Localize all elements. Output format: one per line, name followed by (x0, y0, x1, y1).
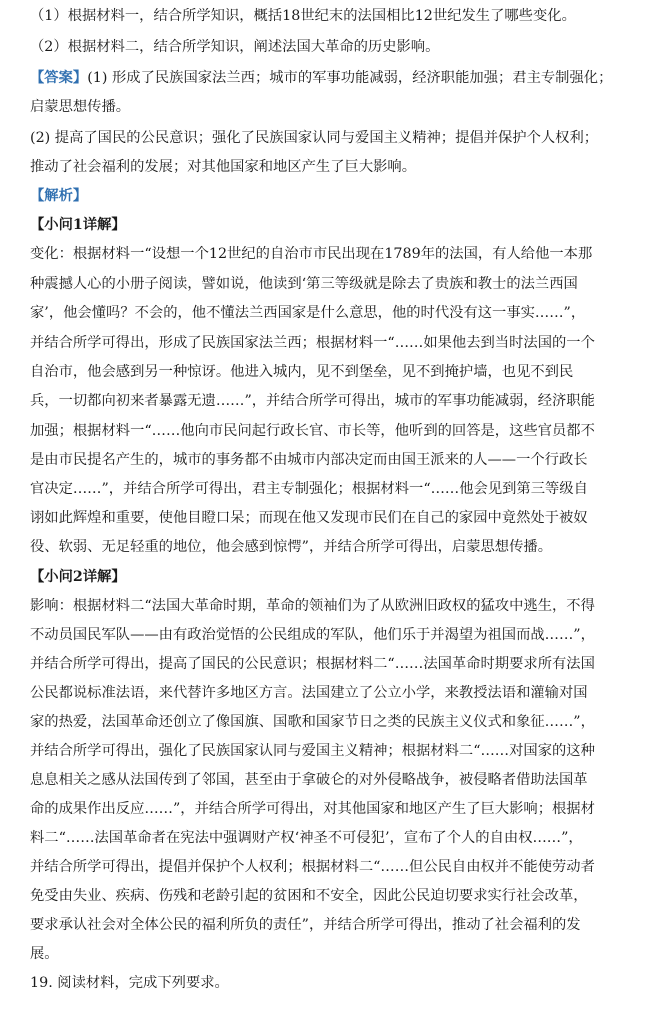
analysis-2-line: 并结合所学可得出，提高了国民的公民意识；根据材料二“……法国革命时期要求所有法国 (30, 656, 595, 672)
analysis-2-line: 家的热爱，法国革命还创立了像国旗、国歌和国家节日之类的民族主义仪式和象征……”， (30, 714, 595, 730)
question-2: （2）根据材料二，结合所学知识，阐述法国大革命的历史影响。 (30, 39, 440, 55)
analysis-2-line: 命的成果作出反应……”，并结合所学可得出，对其他国家和地区产生了巨大影响；根据材 (30, 801, 595, 817)
analysis-1-line: 变化：根据材料一“设想一个12世纪的自治市市民出现在1789年的法国，有人给他一本那 (30, 246, 593, 262)
analysis-2-line: 息息相关之感从法国传到了邻国，甚至由于拿破仑的对外侵略战争，被侵略者借助法国革 (30, 772, 588, 788)
analysis-2-line: 展。 (30, 946, 59, 962)
analysis-1-line: 自治市，他会感到另一种惊讶。他进入城内，见不到堡垒，见不到掩护墙，也见不到民 (30, 364, 574, 380)
answer-part2-line1: (2) 提高了国民的公民意识；强化了民族国家认同与爱国主义精神；提倡并保护个人权利； (30, 130, 599, 146)
answer-line-1 (30, 68, 612, 88)
analysis-2-line: 公民都说标准法语，来代替许多地区方言。法国建立了公立小学，来教授法语和灌输对国 (30, 685, 588, 701)
answer-part2-line2: 推动了社会福利的发展；对其他国家和地区产生了巨大影响。 (30, 159, 417, 175)
analysis-2-line: 料二“……法国革命者在宪法中强调财产权‘神圣不可侵犯’，宣布了个人的自由权……”， (30, 830, 583, 846)
answer-part1-line2: 启蒙思想传播。 (30, 99, 131, 115)
analysis-1-line: 种震撼人心的小册子阅读，譬如说，他读到‘第三等级就是除去了贵族和教士的法兰西国 (30, 276, 578, 292)
analysis-2-line: 要求承认社会对全体公民的福利所负的责任”，并结合所学可得出，推动了社会福利的发 (30, 917, 581, 933)
analysis-1-line: 官决定……”，并结合所学可得出，君主专制强化；根据材料一“……他会见到第三等级自 (30, 481, 588, 497)
analysis-1-line: 并结合所学可得出，形成了民族国家法兰西；根据材料一“……如果他去到当时法国的一个 (30, 335, 595, 351)
subquestion-2-heading: 【小问2详解】 (30, 569, 126, 585)
analysis-1-line: 役、软弱、无足轻重的地位，他会感到惊愕”，并结合所学可得出，启蒙思想传播。 (30, 539, 552, 555)
analysis-1-line: 家’，他会懂吗？不会的，他不懂法兰西国家是什么意思，他的时代没有这一事实……”， (30, 305, 586, 321)
subquestion-1-heading: 【小问1详解】 (30, 217, 126, 233)
answer-part1-line1: (1) 形成了民族国家法兰西；城市的军事功能减弱，经济职能加强；君主专制强化； (87, 70, 613, 86)
analysis-1-line: 是由市民提名产生的，城市的事务都不由城市内部决定而由国王派来的人——一个行政长 (30, 452, 588, 468)
analysis-2-line: 影响：根据材料二“法国大革命时期，革命的领袖们为了从欧洲旧政权的猛攻中逃生，不得 (30, 598, 595, 614)
analysis-2-line: 并结合所学可得出，强化了民族国家认同与爱国主义精神；根据材料二“……对国家的这种 (30, 743, 595, 759)
analysis-2-line: 免受由失业、疾病、伤残和老龄引起的贫困和不安全，因此公民迫切要求实行社会改革， (30, 888, 588, 904)
analysis-1-line: 加强；根据材料一“……他向市民问起行政长官、市长等，他听到的回答是，这些官员都不 (30, 423, 595, 439)
analysis-tag: 【解析】 (30, 188, 88, 204)
answer-tag: 【答案】 (30, 70, 88, 86)
analysis-1-line: 诩如此辉煌和重要，使他目瞪口呆；而现在他又发现市民们在自己的家园中竟然处于被奴 (30, 510, 588, 526)
analysis-2-line: 不动员国民军队——由有政治觉悟的公民组成的军队，他们乐于并渴望为祖国而战……”， (30, 627, 595, 643)
analysis-2-line: 并结合所学可得出，提倡并保护个人权利；根据材料二“……但公民自由权并不能使劳动者 (30, 859, 595, 875)
analysis-1-line: 兵，一切都向初来者暴露无遗……”，并结合所学可得出，城市的军事功能减弱，经济职能 (30, 393, 595, 409)
question-1: （1）根据材料一，结合所学知识，概括18世纪末的法国相比12世纪发生了哪些变化。 (30, 8, 576, 24)
next-question-prompt: 19. 阅读材料，完成下列要求。 (30, 975, 229, 991)
